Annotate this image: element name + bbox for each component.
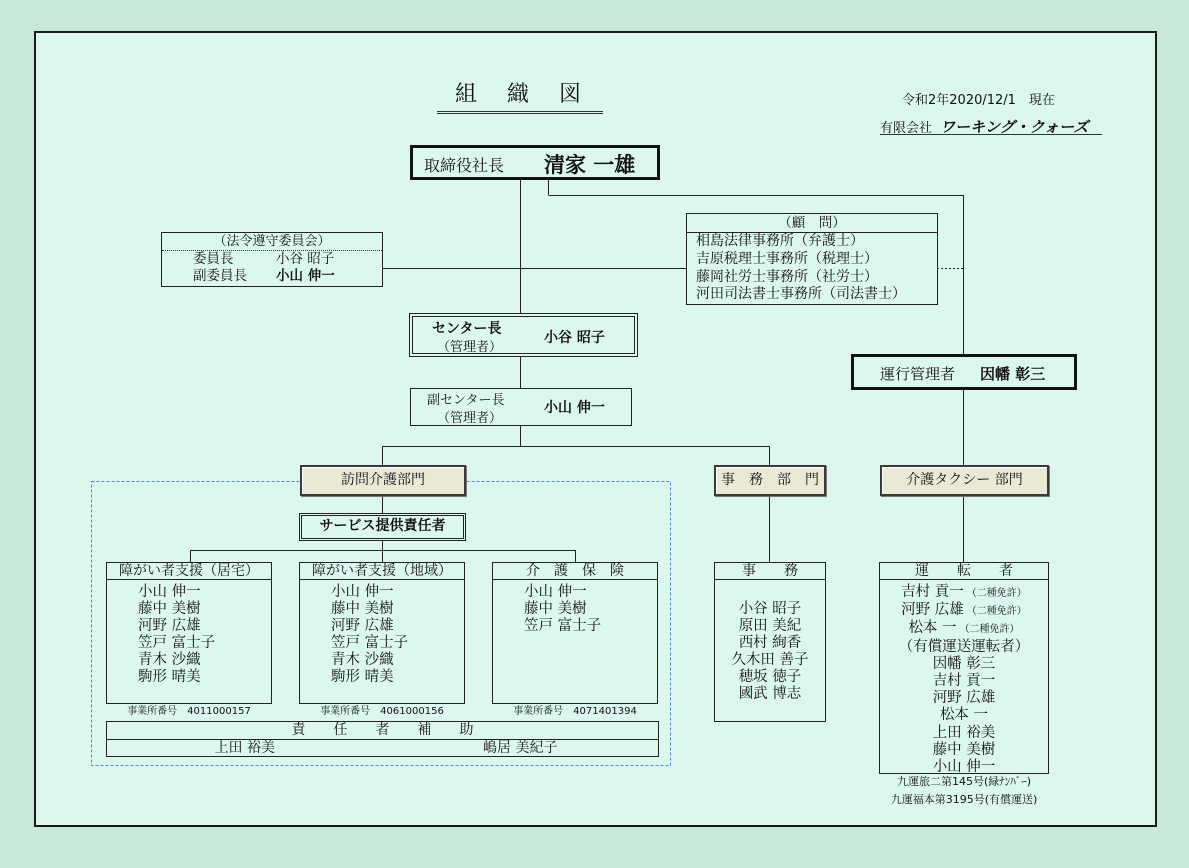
vice-center-head-role: 副センター長 <box>427 393 505 408</box>
member-name: 笠戸 富士子 <box>331 635 409 651</box>
driver-name: 因幡 彰三 <box>932 655 996 672</box>
driver-name: 松本 一 <box>908 620 957 637</box>
driver-name: 河野 広雄 <box>932 690 996 707</box>
compliance-committee-header: （法令遵守委員会） <box>162 233 382 251</box>
member-name: 藤中 美樹 <box>138 601 201 617</box>
advisor-item: 藤岡社労士事務所（社労士） <box>696 268 878 285</box>
operations-manager-role: 運行管理者 <box>880 365 956 383</box>
president-name: 清家 一雄 <box>544 153 636 177</box>
unit-member-list <box>493 580 657 635</box>
compliance-member-row <box>162 268 382 285</box>
compliance-member-row <box>162 251 382 268</box>
member-name: 河野 広雄 <box>138 618 201 634</box>
driver-name: 上田 裕美 <box>932 724 996 741</box>
member-name: 青木 沙織 <box>138 652 201 668</box>
license-note: （二種免許） <box>959 624 1020 636</box>
member-name: 穂坂 徳子 <box>738 669 802 685</box>
center-head-box <box>409 313 638 357</box>
unit-member-list <box>107 580 271 686</box>
member-name: 小山 伸一 <box>138 584 201 600</box>
president-box <box>410 145 660 180</box>
company-name <box>880 116 1102 135</box>
assistants-table <box>106 721 659 757</box>
member-name: 駒形 晴美 <box>331 669 394 685</box>
driver-row <box>880 602 1048 620</box>
advisor-item: 相島法律事務所（弁護士） <box>696 233 864 249</box>
center-head-name: 小谷 昭子 <box>544 330 605 346</box>
home-care-dept-box: 訪問介護部門 <box>300 465 466 496</box>
center-head-note: （管理者） <box>437 340 503 355</box>
advisors-box <box>686 213 938 305</box>
member-name: 河野 広雄 <box>331 618 394 634</box>
member-name: 原田 美紀 <box>738 618 802 634</box>
office-dept-box: 事 務 部 門 <box>714 465 826 496</box>
member-name: 小谷 昭子 <box>738 601 802 617</box>
permit-number: 九運旅二第145号(緑ﾅﾝﾊﾞｰ) <box>896 775 1032 788</box>
member-name: 藤中 美樹 <box>524 601 587 617</box>
member-name: 青木 沙織 <box>331 652 394 668</box>
member-name: 小山 伸一 <box>524 584 587 600</box>
advisors-list <box>687 233 937 304</box>
president-role: 取締役社長 <box>424 156 505 175</box>
unit-box-home-support <box>106 562 272 704</box>
license-note: （二種免許） <box>966 606 1027 618</box>
advisor-item: 吉原税理士事務所（税理士） <box>696 250 878 267</box>
vice-center-head-note: （管理者） <box>437 411 503 426</box>
driver-name: 藤中 美樹 <box>932 741 996 758</box>
assistant-name: 上田 裕美 <box>214 740 275 756</box>
operations-manager-box <box>851 354 1077 390</box>
as-of-date: 令和2年2020/12/1 現在 <box>902 93 1055 108</box>
company-trade-name: ワーキング・クォーズ <box>940 118 1089 136</box>
member-name: 駒形 晴美 <box>138 669 201 685</box>
assistants-row <box>107 740 658 756</box>
care-taxi-dept-box: 介護タクシー 部門 <box>880 465 1049 496</box>
member-name: 國武 博志 <box>738 686 802 702</box>
office-staff-list <box>715 580 825 703</box>
driver-name: 吉村 貢一 <box>901 584 964 600</box>
assistant-name: 嶋居 美紀子 <box>483 740 558 756</box>
driver-row <box>880 584 1048 602</box>
member-role: 委員長 <box>193 251 234 267</box>
paid-transport-label: （有償運送運転者） <box>898 638 1030 655</box>
driver-name: 吉村 貢一 <box>932 673 996 690</box>
driver-row <box>880 620 1048 638</box>
office-number: 事業所番号 4071401394 <box>513 706 637 717</box>
driver-name: 松本 一 <box>939 707 989 724</box>
driver-name: 小山 伸一 <box>932 759 996 776</box>
drivers-header: 運 転 者 <box>880 563 1048 580</box>
service-manager-box: サービス提供責任者 <box>299 513 466 541</box>
unit-header: 介 護 保 険 <box>493 563 657 580</box>
member-name: 久木田 善子 <box>731 652 809 668</box>
member-name: 西村 絢香 <box>738 635 802 651</box>
member-role: 副委員長 <box>193 268 247 284</box>
office-number: 事業所番号 4061000156 <box>320 706 444 717</box>
unit-header: 障がい者支援（地域） <box>300 563 464 580</box>
member-name: 小山 伸一 <box>331 584 394 600</box>
advisor-item: 河田司法書士事務所（司法書士） <box>696 286 906 303</box>
unit-box-community-support <box>299 562 465 704</box>
permit-number: 九運福本第3195号(有償運送) <box>890 793 1038 806</box>
vice-center-head-box <box>410 388 632 426</box>
member-name: 藤中 美樹 <box>331 601 394 617</box>
unit-box-care-insurance <box>492 562 658 704</box>
office-staff-header: 事 務 <box>715 563 825 580</box>
office-number: 事業所番号 4011000157 <box>127 706 251 717</box>
unit-header: 障がい者支援（居宅） <box>107 563 271 580</box>
member-name: 小山 伸一 <box>276 268 335 284</box>
center-head-role: センター長 <box>432 321 502 337</box>
unit-member-list <box>300 580 464 686</box>
company-type: 有限会社 <box>880 121 933 136</box>
vice-center-head-name: 小山 伸一 <box>544 400 605 416</box>
compliance-committee-box <box>161 232 383 287</box>
driver-name: 河野 広雄 <box>901 602 964 619</box>
member-name: 笠戸 富士子 <box>138 635 216 651</box>
page-title: 組 織 図 <box>437 80 603 114</box>
drivers-list <box>880 580 1048 776</box>
office-staff-box <box>714 562 826 722</box>
member-name: 笠戸 富士子 <box>524 618 602 634</box>
member-name: 小谷 昭子 <box>276 251 335 267</box>
license-note: （二種免許） <box>966 588 1027 599</box>
advisors-header: （顧 問） <box>687 214 937 233</box>
operations-manager-name: 因幡 彰三 <box>980 365 1046 383</box>
drivers-box <box>879 562 1049 774</box>
assistants-header: 責 任 者 補 助 <box>107 722 658 740</box>
